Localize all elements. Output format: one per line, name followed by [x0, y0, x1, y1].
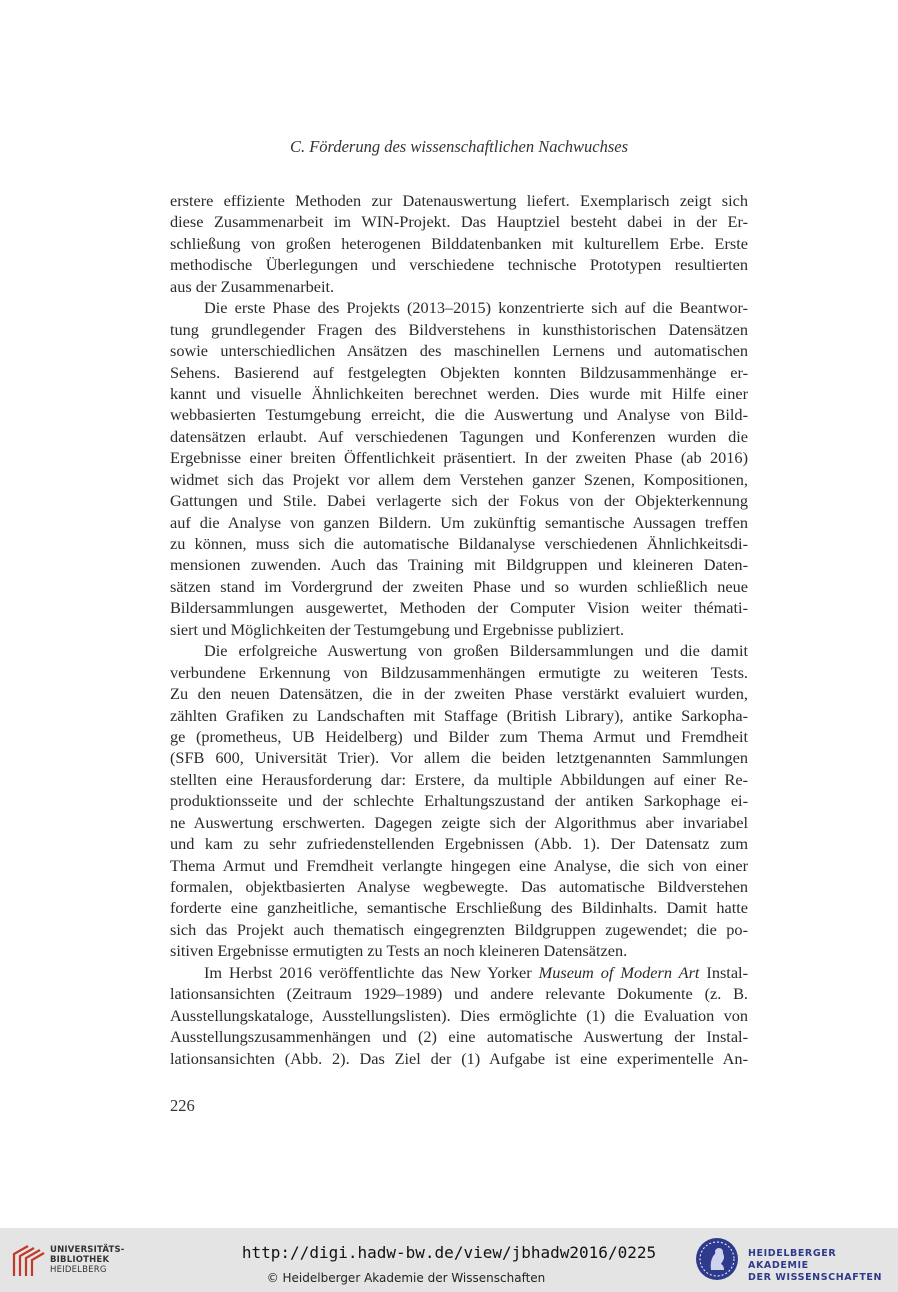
running-head: C. Förderung des wissenschaftlichen Nachwuchses [289, 137, 629, 156]
text-line: lationsansichten (Abb. 2). Das Ziel der (1) Aufgabe ist eine experimentelle An- [170, 1048, 748, 1068]
text-line: Ausstellungskataloge, Ausstellungslisten). Dies ermöglichte (1) die Evaluation von [170, 1005, 748, 1025]
text-line: zählten Grafiken zu Landschaften mit Staffage (British Library), antike Sarkopha- [170, 705, 748, 725]
text-line: verbundene Erkennung von Bildzusammenhängen ermutigte zu weiteren Tests. [170, 662, 748, 682]
text-line: diese Zusammenarbeit im WIN-Projekt. Das Hauptziel besteht dabei in der Er- [170, 212, 748, 232]
copyright-notice: © Heidelberger Akademie der Wissenschaften [266, 1271, 546, 1285]
text-line: produktionsseite und der schlechte Erhaltungszustand der antiken Sarkophage ei- [170, 791, 748, 811]
hadw-logo-line1: HEIDELBERGER AKADEMIE [748, 1248, 837, 1271]
text-line: formalen, objektbasierten Analyse wegbewegte. Das automatische Bildverstehen [170, 877, 748, 896]
italic-title: Museum of Modern Art [538, 962, 700, 982]
ub-logo-line3: HEIDELBERG [50, 1265, 107, 1275]
text-line: methodische Überlegungen und verschiedene technische Prototypen resultierten [170, 255, 748, 275]
body-text [170, 190, 748, 1069]
text-line: siert und Möglichkeiten der Testumgebung und Ergebnisse publiziert. [170, 619, 625, 639]
page-number: 226 [170, 1096, 195, 1115]
text-line: erstere effiziente Methoden zur Datenauswertung liefert. Exemplarisch zeigt sich [170, 191, 748, 210]
text-line: Bildersammlungen ausgewertet, Methoden der Computer Vision weiter thémati- [170, 598, 748, 618]
text-line: tung grundlegender Fragen des Bildverstehens in kunsthistorischen Datensätzen [170, 319, 748, 339]
text-line: widmet sich das Projekt vor allem dem Verstehen ganzer Szenen, Kompositionen, [170, 469, 748, 489]
text-line: datensätzen erlaubt. Auf verschiedenen Tagungen und Konferenzen wurden die [170, 426, 748, 446]
text-line: mensionen zuwenden. Auch das Training mit Bildgruppen und kleineren Daten- [170, 555, 748, 575]
hadw-seal-icon [694, 1236, 740, 1282]
text-line: Thema Armut und Fremdheit verlangte hingegen eine Analyse, die sich von einer [170, 855, 748, 875]
text-line: Zu den neuen Datensätzen, die in der zweiten Phase verstärkt evaluiert wurden, [170, 684, 748, 704]
text-line: sätzen stand im Vordergrund der zweiten Phase und so wurden schließlich neue [170, 576, 748, 596]
text-line: ge (prometheus, UB Heidelberg) und Bilder zum Thema Armut und Fremdheit [170, 726, 748, 746]
text-line: sitiven Ergebnisse ermutigten zu Tests an noch kleineren Datensätzen. [170, 941, 628, 961]
text-line: Ergebnisse einer breiten Öffentlichkeit präsentiert. In der zweiten Phase (ab 2016) [170, 448, 748, 468]
text-line: und kam zu sehr zufriedenstellenden Ergebnissen (Abb. 1). Der Datensatz zum [170, 834, 748, 854]
text-line: Ausstellungszusammenhängen und (2) eine automatische Auswertung der Instal- [170, 1027, 748, 1047]
text-line: lationsansichten (Zeitraum 1929–1989) und andere relevante Dokumente (z. B. [170, 984, 748, 1004]
hadw-logo-line2: DER WISSENSCHAFTEN [748, 1272, 883, 1283]
text-line: kannt und visuelle Ähnlichkeiten berechnet werden. Dies wurde mit Hilfe einer [170, 383, 748, 403]
text-line: ne Auswertung erschwerten. Dagegen zeigte sich der Algorithmus aber invariabel [170, 812, 748, 832]
text-line: stellten eine Herausforderung dar: Erstere, da multiple Abbildungen auf einer Re- [170, 769, 748, 789]
text-line: zu können, muss sich die automatische Bildanalyse verschiedenen Ähnlichkeitsdi- [170, 534, 748, 553]
text-line: Die erfolgreiche Auswertung von großen Bildersammlungen und die damit [204, 641, 748, 661]
text-line: auf die Analyse von ganzen Bildern. Um zukünftig semantische Aussagen treffen [170, 512, 748, 532]
permalink-url[interactable]: http://digi.hadw-bw.de/view/jbhadw2016/0225 [241, 1243, 657, 1262]
text-line: Die erste Phase des Projekts (2013–2015) konzentrierte sich auf die Beantwor- [204, 298, 748, 318]
hadw-logo[interactable] [692, 1235, 892, 1285]
text-line: forderte eine ganzheitliche, semantische Erschließung des Bildinhalts. Damit hatte [170, 898, 748, 918]
text-line: Sehens. Basierend auf festgelegten Objekten konnten Bildzusammenhänge er- [170, 362, 748, 382]
text-line: (SFB 600, Universität Trier). Vor allem die beiden letztgenannten Sammlungen [170, 748, 748, 768]
viewer-footer [0, 1228, 898, 1292]
ub-logo-line2: BIBLIOTHEK [50, 1255, 110, 1265]
text-line: schließung von großen heterogenen Bilddatenbanken mit kulturellem Erbe. Erste [170, 233, 748, 253]
ub-logo-line1: UNIVERSITÄTS- [50, 1245, 125, 1255]
text-line: webbasierten Testumgebung erreicht, die die Auswertung und Analyse von Bild- [170, 405, 748, 425]
text-line: sich das Projekt auch thematisch eingegrenzten Bildgruppen zugewendet; die po- [170, 919, 748, 939]
text-line: Im Herbst 2016 veröffentlichte das New Yorker Museum of Modern Art Instal- [204, 962, 748, 982]
text-line: sowie unterschiedlichen Ansätzen des maschinellen Lernens und automatischen [170, 341, 748, 361]
text-line: Gattungen und Stile. Dabei verlagerte sich der Fokus von der Objekterkennung [170, 491, 748, 511]
text-line: aus der Zusammenarbeit. [170, 276, 335, 296]
